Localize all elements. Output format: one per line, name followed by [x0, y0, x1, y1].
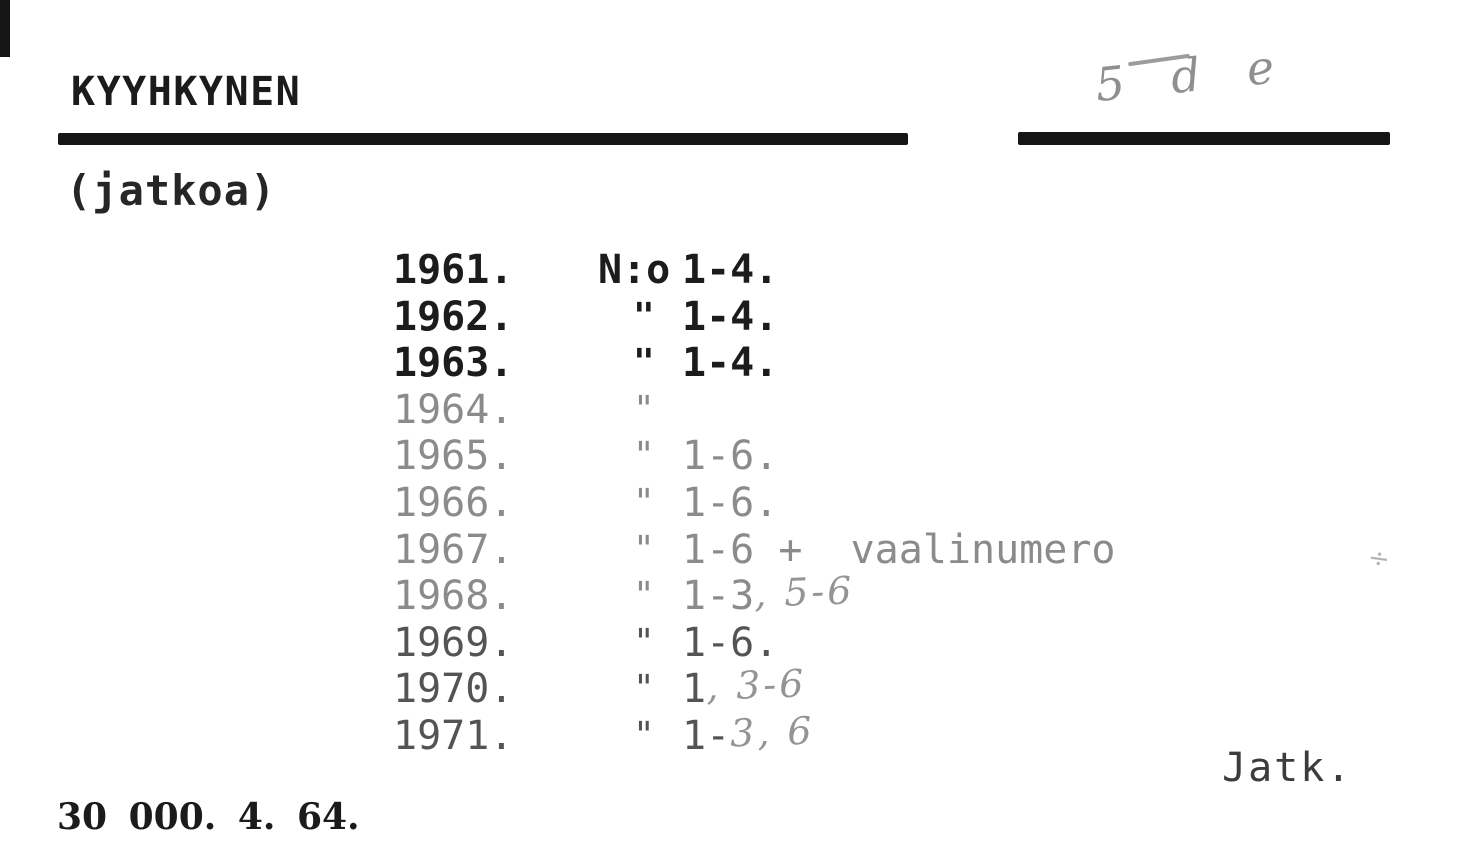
issue-table: [0, 247, 1470, 760]
issues-typed: 1-4.: [682, 247, 779, 293]
year-cell: 1967.: [393, 526, 514, 573]
ditto-mark: ": [633, 481, 655, 523]
catalog-row: [0, 480, 1470, 527]
page-title: KYYHKYNEN: [71, 69, 302, 115]
catalog-row: [0, 387, 1470, 434]
year-cell: 1966.: [393, 479, 514, 526]
year-cell: 1970.: [393, 666, 514, 713]
year-cell: 1971.: [393, 712, 514, 759]
issues-cell: [682, 527, 1115, 574]
issues-typed: 1-6 + vaalinumero: [682, 526, 1116, 573]
year-cell: 1961.: [393, 247, 514, 293]
year-cell: 1962.: [393, 293, 514, 340]
issues-cell: [682, 661, 808, 713]
catalog-row: [0, 527, 1470, 574]
issues-handwritten: , 3-6: [705, 661, 808, 710]
title-rule-left: [58, 133, 908, 145]
issues-typed: 1-4.: [682, 293, 779, 340]
issues-typed: 1-6.: [682, 619, 779, 666]
ditto-mark: ": [633, 668, 655, 710]
ditto-mark: ": [633, 295, 655, 337]
ditto-mark: ": [633, 388, 655, 430]
pencil-margin-mark: ÷: [1366, 542, 1392, 576]
year-cell: 1965.: [393, 433, 514, 480]
issues-typed: 1-: [682, 712, 731, 759]
issues-typed: 1-6.: [682, 479, 779, 526]
ditto-mark: ": [633, 621, 655, 663]
issues-cell: [682, 433, 778, 480]
catalog-row: [0, 294, 1470, 341]
issues-cell: [682, 340, 778, 387]
issues-typed: 1-3: [682, 573, 755, 620]
issues-typed: 1: [682, 666, 707, 713]
issues-cell: [682, 708, 816, 760]
ditto-mark: ": [633, 342, 655, 384]
year-cell: 1968.: [393, 573, 514, 620]
ditto-mark: ": [633, 714, 655, 756]
issues-cell: [682, 480, 778, 527]
issues-cell: [682, 247, 778, 294]
issues-cell: [682, 620, 778, 667]
issues-typed: 1-6.: [682, 433, 779, 480]
catalog-row: [0, 661, 1470, 713]
catalog-row: [0, 620, 1470, 667]
scan-edge-artifact: [0, 0, 10, 57]
year-cell: 1969.: [393, 619, 514, 666]
catalog-row: [0, 568, 1470, 620]
issues-handwritten: 3, 6: [729, 708, 816, 756]
print-code: 30 000. 4. 64.: [57, 796, 360, 838]
handwritten-shelfmark: 5 d e: [1092, 37, 1293, 113]
subtitle-jatkoa: (jatkoa): [66, 166, 277, 215]
year-cell: 1963.: [393, 340, 514, 387]
ditto-mark: ": [633, 528, 655, 570]
ditto-mark: ": [633, 435, 655, 477]
number-label: N:o: [598, 247, 671, 293]
issues-cell: [682, 294, 778, 341]
title-rule-right: [1018, 132, 1390, 145]
catalog-row: [0, 247, 1470, 294]
continuation-note: Jatk.: [1222, 745, 1353, 791]
issues-cell: [682, 568, 856, 620]
ditto-mark: ": [633, 575, 655, 617]
catalog-row: [0, 340, 1470, 387]
catalog-row: [0, 433, 1470, 480]
issues-handwritten: , 5-6: [753, 568, 856, 616]
year-cell: 1964.: [393, 386, 514, 433]
issues-typed: 1-4.: [682, 340, 779, 387]
